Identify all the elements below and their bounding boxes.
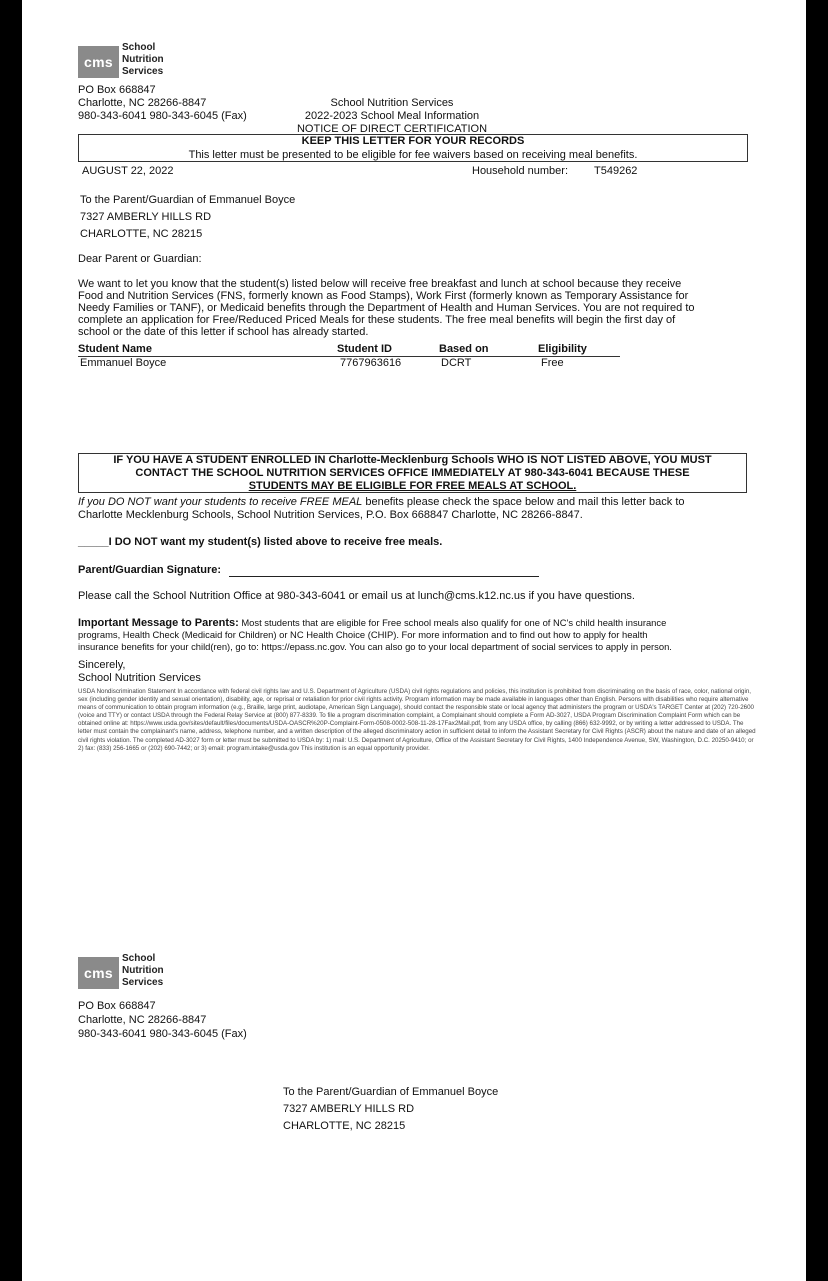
optout-checkbox-label: I DO NOT want my student(s) listed above to receive free meals. xyxy=(108,536,443,548)
col-student-id: Student ID xyxy=(337,343,392,355)
optout-line-1: If you DO NOT want your students to receive FREE MEAL benefits please check the space below and mail this letter back to xyxy=(78,496,685,508)
cell-student-id: 7767963616 xyxy=(340,357,402,369)
household-number: T549262 xyxy=(594,165,638,177)
recipient-line-1: To the Parent/Guardian of Emmanuel Boyce xyxy=(80,194,296,206)
letter-date: AUGUST 22, 2022 xyxy=(82,165,174,177)
recipient-line-3: CHARLOTTE, NC 28215 xyxy=(80,228,203,240)
signature-line[interactable] xyxy=(229,575,539,577)
header-org: School Nutrition Services xyxy=(330,97,454,109)
mailer-address-2: Charlotte, NC 28266-8847 xyxy=(78,1014,207,1026)
mailer-address-1: PO Box 668847 xyxy=(78,1000,156,1012)
usda-nondiscrimination-statement: USDA Nondiscrimination Statement In accordance with federal civil rights law and U.S. Department of Agriculture (USDA) civil rights regulations and policies, this institution is prohibited from discriminating on the basis of race, color, national origin, sex (including gender identity and sexual orientation), disability, age, or reprisal or retaliation for prior civil rights activity. Program information may be made available in languages other than English. Persons with disabilities who require alternative means of communication to obtain program information (e.g., Braille, large print, audiotape, American Sign Language), should contact the responsible state or local agency that administers the program or USDA's TARGET Center at (202) 720-2600 (voice and TTY) or contact USDA through the Federal Relay Service at (800) 877-8339. To file a program discrimination complaint, a Complainant should complete a Form AD-3027, USDA Program Discrimination Complaint Form which can be obtained online at: https://www.usda.gov/sites/default/files/documents/USDA-OASCR%20P-Complaint-Form-0508-0002-508-11-28-17Fax2Mail.pdf, from any USDA office, by calling (866) 632-9992, or by writing a letter addressed to USDA. The letter must contain the complainant's name, address, telephone number, and a written description of the alleged discriminatory action in sufficient detail to inform the Assistant Secretary for Civil Rights (ASCR) about the nature and date of an alleged civil rights violation. The completed AD-3027 form or letter must be submitted to USDA by: 1) mail: U.S. Department of Agriculture, Office of the Assistant Secretary for Civil Rights, 1400 Independence Avenue, SW, Washington, D.C. 20250-9410; or 2) fax: (833) 256-1665 or (202) 690-7442; or 3) email: program.intake@usda.gov This institution is an equal opportunity provider. xyxy=(78,688,756,752)
col-based-on: Based on xyxy=(439,343,489,355)
body-paragraph: We want to let you know that the student(s) listed below will receive free breakfast and lunch at school because they receive Food and Nutrition Services (FNS, formerly known as Food Stamps), Work First (formerly known as Temporary Assistance for Needy Families or TANF), or Medicaid benefits through the Department of Health and Human Services. You are not required to complete an application for Free/Reduced Priced Meals for these students. The free meal benefits will begin the first day of school or the date of this letter if school has already started. xyxy=(78,278,695,338)
contact-line: Please call the School Nutrition Office at 980-343-6041 or email us at lunch@cms.k12.nc.us if you have questions. xyxy=(78,590,635,602)
cms-logo-mark-bottom: cms xyxy=(78,957,119,989)
keep-records-subtitle: This letter must be presented to be eligible for fee waivers based on receiving meal benefits. xyxy=(188,149,638,161)
cell-based-on: DCRT xyxy=(441,357,472,369)
notice-line-2: CONTACT THE SCHOOL NUTRITION SERVICES OFFICE IMMEDIATELY AT 980-343-6041 BECAUSE THESE xyxy=(135,467,690,479)
sender-address-1: PO Box 668847 xyxy=(78,84,156,96)
cms-logo-bottom xyxy=(78,953,164,989)
keep-records-title: KEEP THIS LETTER FOR YOUR RECORDS xyxy=(301,135,525,147)
optout-checkbox-row xyxy=(78,536,442,549)
sender-phone: 980-343-6041 980-343-6045 (Fax) xyxy=(78,110,247,122)
cell-student-name: Emmanuel Boyce xyxy=(80,357,167,369)
important-heading: Important Message to Parents: xyxy=(78,617,239,629)
header-year: 2022-2023 School Meal Information xyxy=(304,110,480,122)
mailer-to-line-1: To the Parent/Guardian of Emmanuel Boyce xyxy=(283,1086,499,1098)
table-row xyxy=(78,357,620,370)
recipient-line-2: 7327 AMBERLY HILLS RD xyxy=(80,211,212,223)
sender-address-2: Charlotte, NC 28266-8847 xyxy=(78,97,207,109)
keep-records-box xyxy=(78,134,748,162)
mailer-phone: 980-343-6041 980-343-6045 (Fax) xyxy=(78,1028,247,1040)
table-header xyxy=(78,343,620,357)
signature-label: Parent/Guardian Signature: xyxy=(78,564,222,576)
col-eligibility: Eligibility xyxy=(538,343,587,355)
mailer-to-line-2: 7327 AMBERLY HILLS RD xyxy=(283,1103,415,1115)
cell-eligibility: Free xyxy=(541,357,564,369)
closing-signer: School Nutrition Services xyxy=(78,672,201,684)
cms-logo-text: School Nutrition Services xyxy=(122,42,164,77)
important-message: Important Message to Parents: Most students that are eligible for Free school meals also qualify for one of NC's child health insurance programs, Health Check (Medicaid for Children) or NC Health Choice (CHIP). For more information and to find out how to apply for health insurance benefits for your child(ren), go to: https://epass.nc.gov. You can also go to your local department of social services to apply in person. xyxy=(78,617,672,652)
optout-checkbox-blank[interactable]: _____ xyxy=(78,536,109,548)
notice-line-1: IF YOU HAVE A STUDENT ENROLLED IN Charlotte-Mecklenburg Schools WHO IS NOT LISTED ABOVE, YOU MUST xyxy=(113,454,712,466)
header-notice: NOTICE OF DIRECT CERTIFICATION xyxy=(296,123,488,135)
closing-sincerely: Sincerely, xyxy=(78,659,126,671)
cms-logo xyxy=(78,42,164,78)
optout-line-2: Charlotte Mecklenburg Schools, School Nutrition Services, P.O. Box 668847 Charlotte, NC 28266-8847. xyxy=(78,509,583,521)
notice-line-3: STUDENTS MAY BE ELIGIBLE FOR FREE MEALS AT SCHOOL. xyxy=(248,480,577,492)
cms-logo-mark: cms xyxy=(78,46,119,78)
col-student-name: Student Name xyxy=(78,343,152,355)
mailer-to-line-3: CHARLOTTE, NC 28215 xyxy=(283,1120,406,1132)
household-label: Household number: xyxy=(472,165,569,177)
notice-box xyxy=(78,453,747,493)
cms-logo-text-bottom: School Nutrition Services xyxy=(122,953,164,988)
salutation: Dear Parent or Guardian: xyxy=(78,253,202,265)
letter-page xyxy=(22,0,806,1281)
